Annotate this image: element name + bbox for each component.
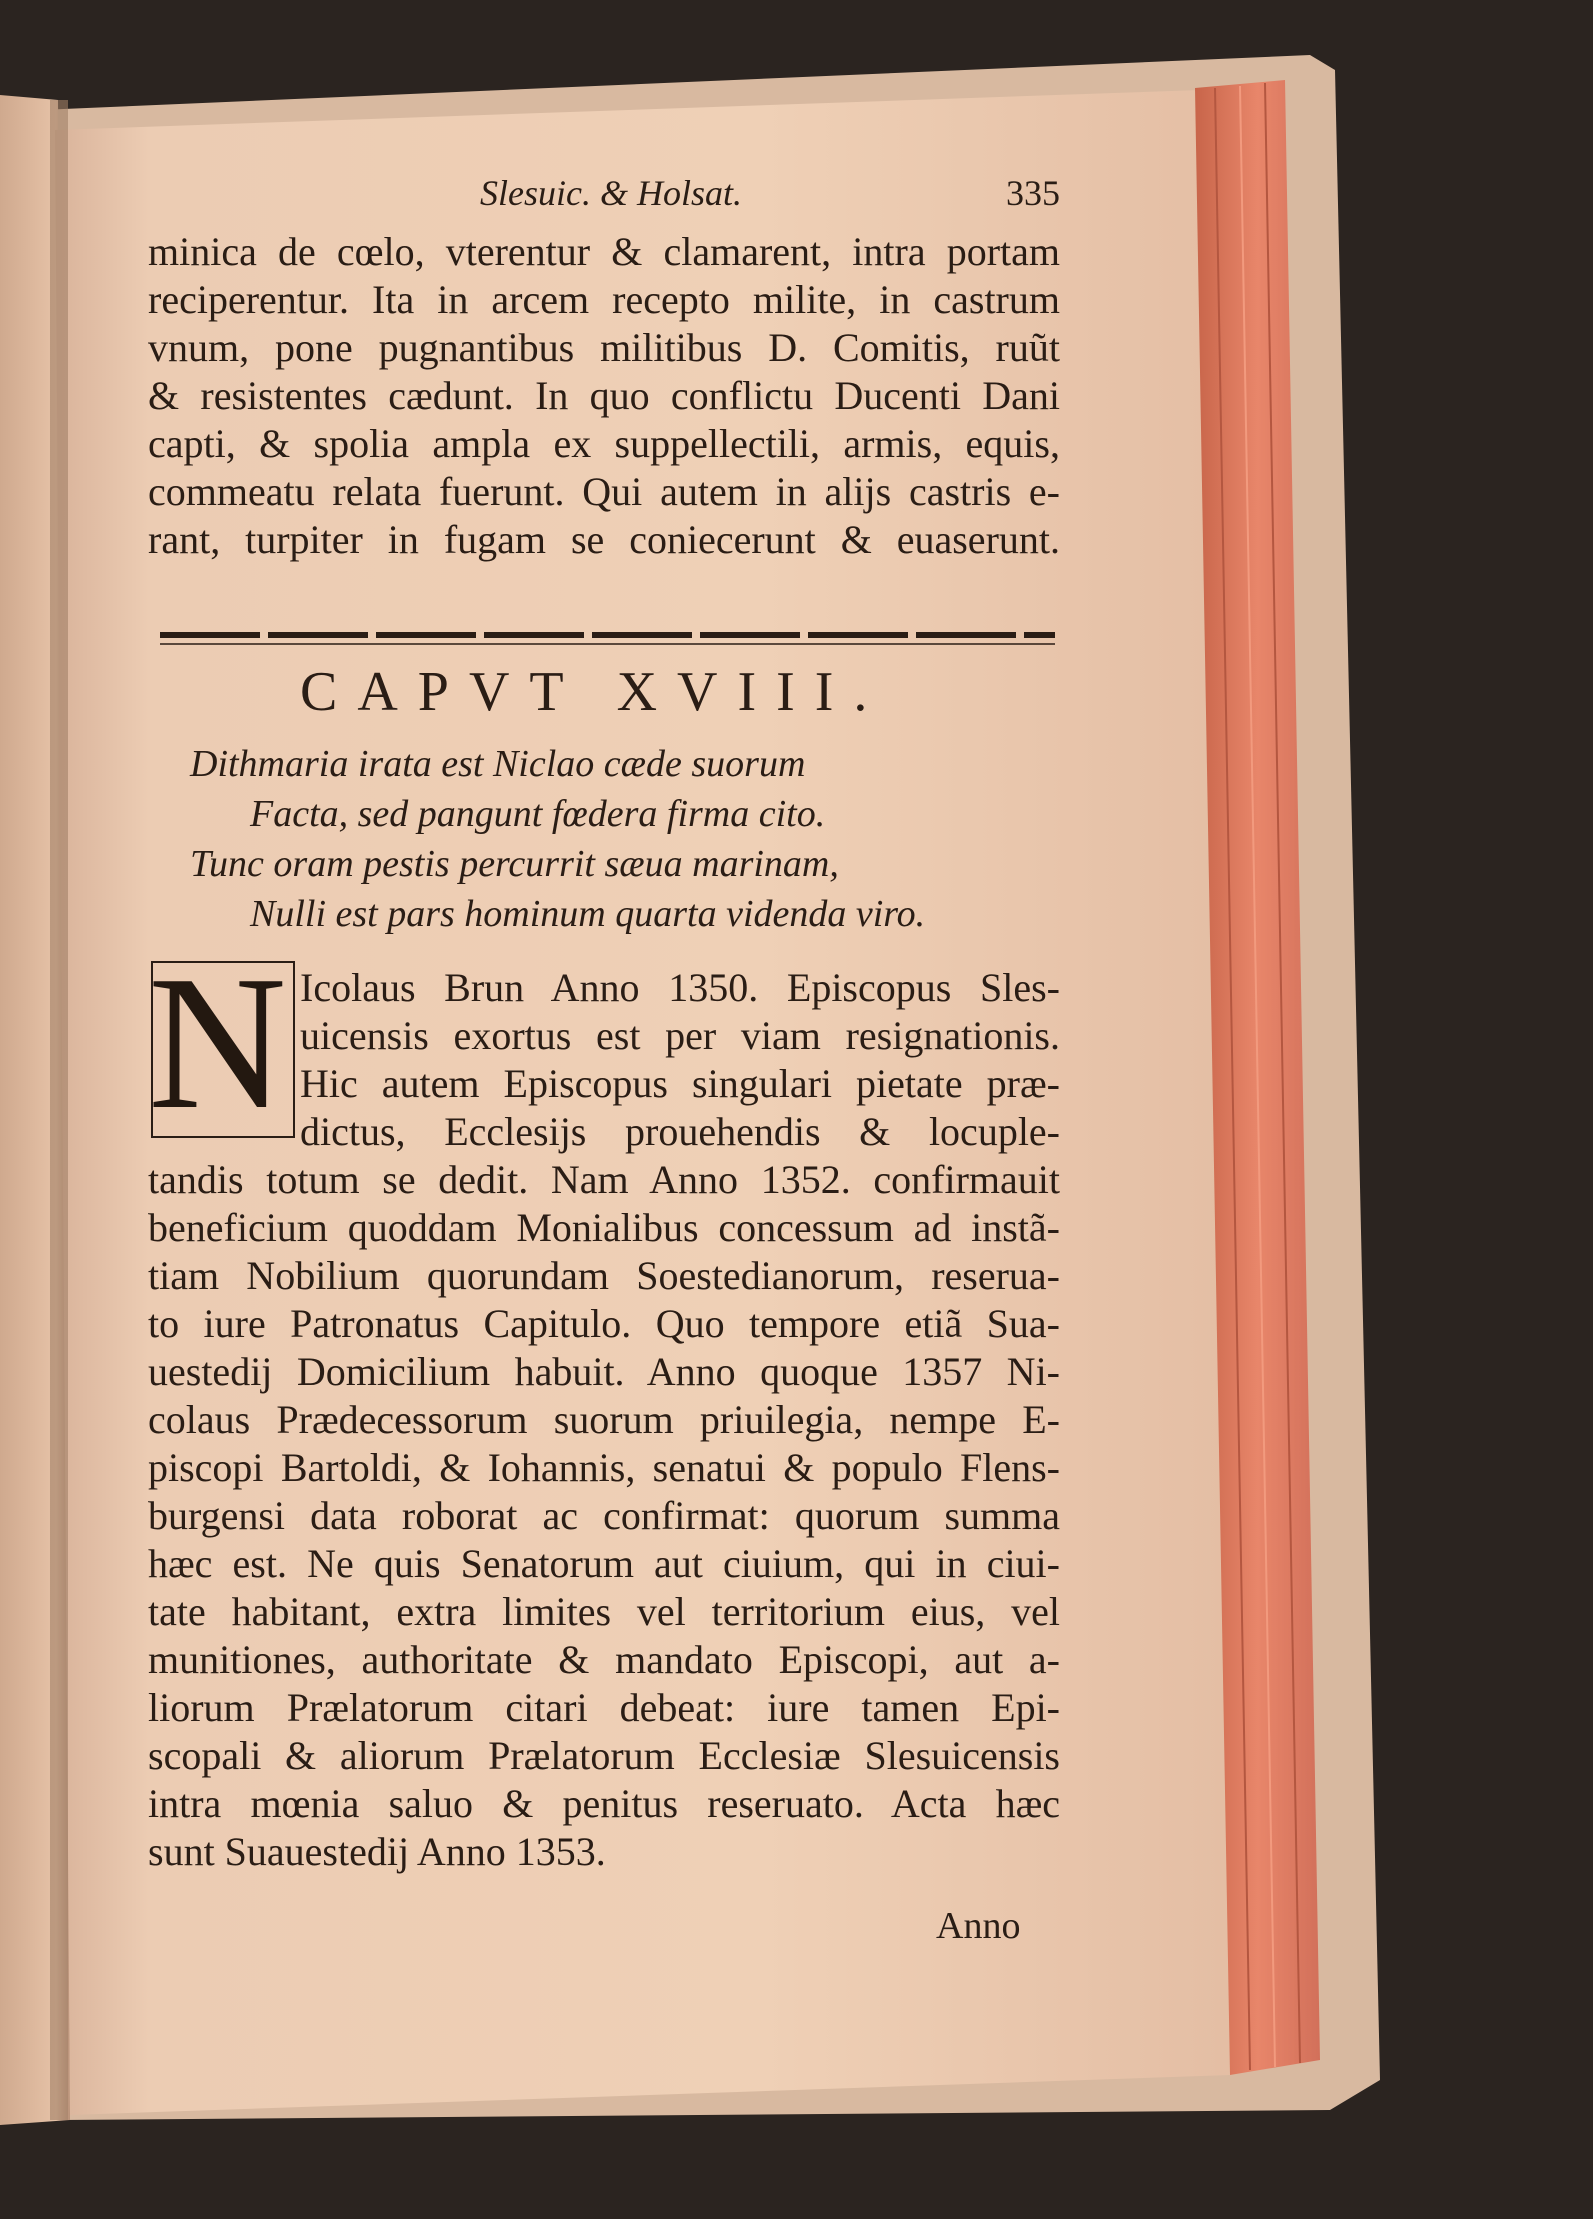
body-line: tiam Nobilium quorundam Soestedianorum, reserua- <box>148 1253 1060 1298</box>
body-line: liorum Prælatorum citari debeat: iure tamen Epi- <box>148 1685 1060 1730</box>
drop-cap-line: Hic autem Episcopus singulari pietate præ- <box>300 1061 1060 1106</box>
continuation-line: rant, turpiter in fugam se coniecerunt & euaserunt. <box>148 517 1060 562</box>
body-line: colaus Prædecessorum suorum priuilegia, nempe E- <box>148 1397 1060 1442</box>
body-line: tandis totum se dedit. Nam Anno 1352. confirmauit <box>148 1157 1060 1202</box>
verse-line: Facta, sed pangunt fœdera firma cito. <box>250 793 826 835</box>
body-line: tate habitant, extra limites vel territorium eius, vel <box>148 1589 1060 1634</box>
gutter-shadow <box>50 100 68 2120</box>
drop-cap-line: uicensis exortus est per viam resignationis. <box>300 1013 1060 1058</box>
body-line: scopali & aliorum Prælatorum Ecclesiæ Slesuicensis <box>148 1733 1060 1778</box>
verse-line: Tunc oram pestis percurrit sæua marinam, <box>190 843 839 885</box>
continuation-line: capti, & spolia ampla ex suppellectili, armis, equis, <box>148 421 1060 466</box>
catchword: Anno <box>936 1905 1021 1947</box>
continuation-line: & resistentes cædunt. In quo conflictu Ducenti Dani <box>148 373 1060 418</box>
body-line: sunt Suauestedij Anno 1353. <box>148 1829 606 1874</box>
drop-cap-line: Icolaus Brun Anno 1350. Episcopus Sles- <box>300 965 1060 1010</box>
body-line: intra mœnia saluo & penitus reseruato. Acta hæc <box>148 1781 1060 1826</box>
body-line: hæc est. Ne quis Senatorum aut ciuium, qui in ciui- <box>148 1541 1060 1586</box>
body-line: burgensi data roborat ac confirmat: quorum summa <box>148 1493 1060 1538</box>
page-number: 335 <box>1006 173 1060 213</box>
drop-cap-line: dictus, Ecclesijs prouehendis & locuple- <box>300 1109 1060 1154</box>
continuation-line: reciperentur. Ita in arcem recepto milite, in castrum <box>148 277 1060 322</box>
chapter-heading: CAPVT XVIII. <box>300 661 888 723</box>
verse-line: Nulli est pars hominum quarta videnda viro. <box>250 893 926 935</box>
body-line: munitiones, authoritate & mandato Episcopi, aut a- <box>148 1637 1060 1682</box>
continuation-line: commeatu relata fuerunt. Qui autem in alijs castris e- <box>148 469 1060 514</box>
body-line: beneficium quoddam Monialibus concessum ad instã- <box>148 1205 1060 1250</box>
verse-line: Dithmaria irata est Niclao cæde suorum <box>190 743 806 785</box>
continuation-line: minica de cœlo, vterentur & clamarent, intra portam <box>148 229 1060 274</box>
running-title: Slesuic. & Holsat. <box>480 173 742 213</box>
drop-cap: N <box>148 936 287 1149</box>
body-line: to iure Patronatus Capitulo. Quo tempore etiã Sua- <box>148 1301 1060 1346</box>
body-line: uestedij Domicilium habuit. Anno quoque 1357 Ni- <box>148 1349 1060 1394</box>
continuation-line: vnum, pone pugnantibus militibus D. Comitis, ruũt <box>148 325 1060 370</box>
running-head <box>150 172 1060 222</box>
body-line: piscopi Bartoldi, & Iohannis, senatui & populo Flens- <box>148 1445 1060 1490</box>
